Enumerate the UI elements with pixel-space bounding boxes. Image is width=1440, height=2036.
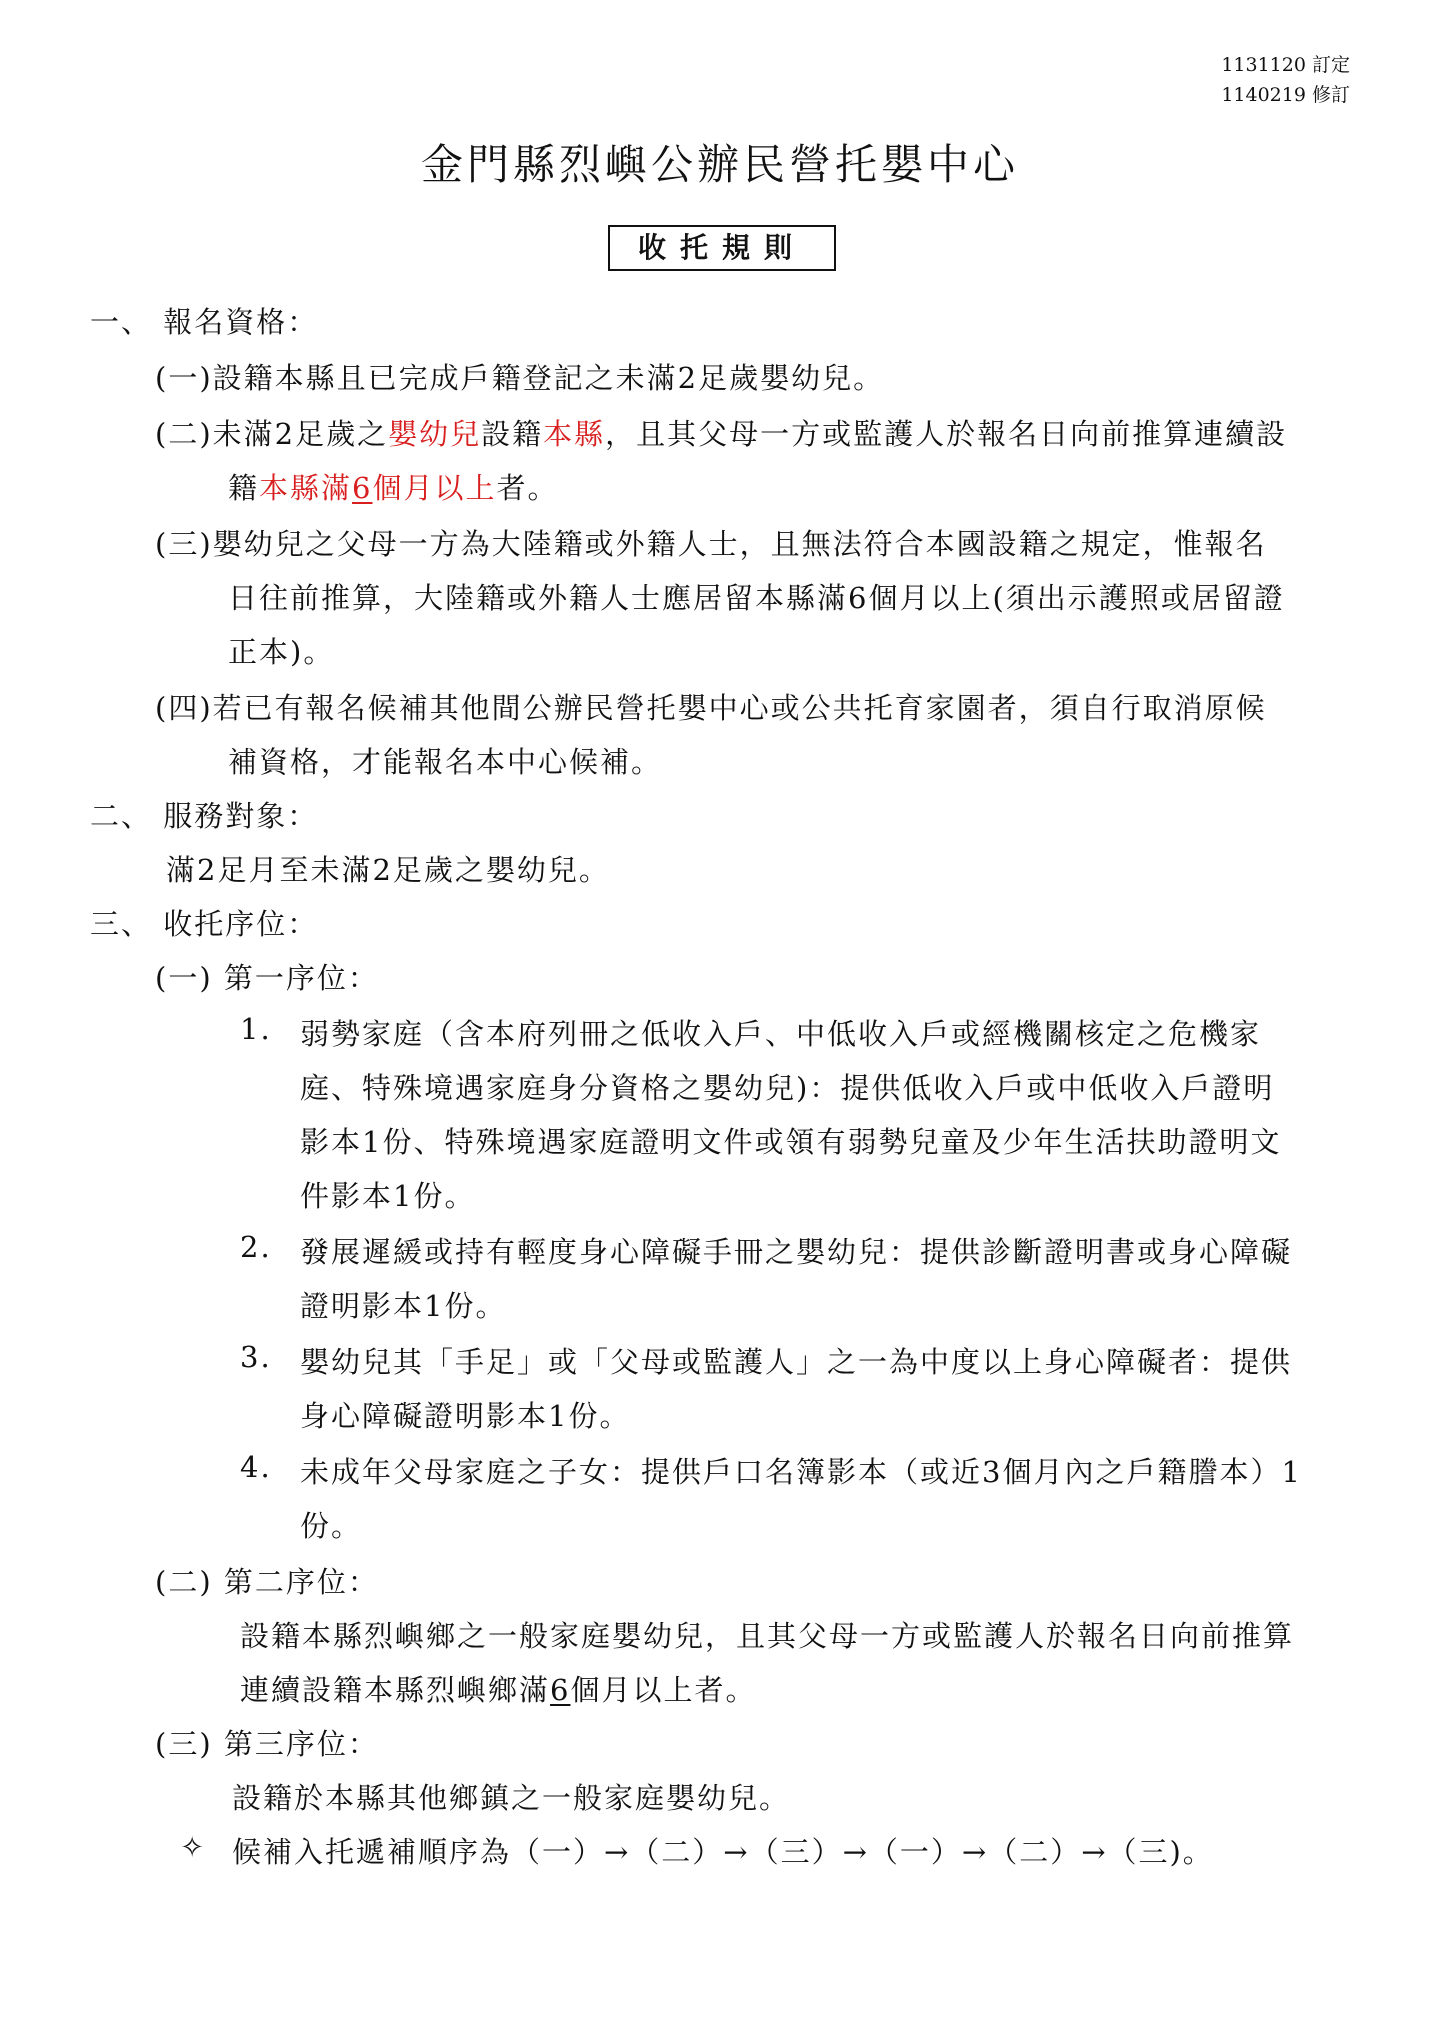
third-priority-heading: (三) 第三序位： <box>155 1727 379 1761</box>
first-item1-line: 影本1份、特殊境遇家庭證明文件或領有弱勢兒童及少年生活扶助證明文 <box>300 1125 1282 1159</box>
third-priority-body: 設籍於本縣其他鄉鎮之一般家庭嬰幼兒。 <box>232 1781 791 1815</box>
highlight-infant: 嬰幼兒 <box>388 417 482 451</box>
first-item4-line: 份。 <box>300 1509 363 1543</box>
text-segment: 籍 <box>228 471 260 505</box>
first-item1-line: 件影本1份。 <box>300 1179 476 1213</box>
text-segment: (二)未滿2足歲之 <box>155 417 389 451</box>
section1-heading: 一、 報名資格： <box>90 305 319 339</box>
first-item-number: 3. <box>240 1340 272 1374</box>
section3-heading: 三、 收托序位： <box>90 907 319 941</box>
first-item-number: 4. <box>240 1450 272 1484</box>
text-segment: 設籍 <box>481 417 544 451</box>
section1-item4-line2: 補資格，才能報名本中心候補。 <box>228 745 663 779</box>
first-item1-line: 庭、特殊境遇家庭身分資格之嬰幼兒)：提供低收入戶或中低收入戶證明 <box>300 1071 1275 1105</box>
text-segment: 者。 <box>496 471 559 505</box>
section1-item3-line2: 日往前推算，大陸籍或外籍人士應居留本縣滿6個月以上(須出示護照或居留證 <box>228 581 1285 615</box>
section2-heading: 二、 服務對象： <box>90 799 319 833</box>
first-item3-line: 嬰幼兒其「手足」或「父母或監護人」之一為中度以上身心障礙者：提供 <box>300 1345 1293 1379</box>
section1-item4-line1: (四)若已有報名候補其他間公辦民營托嬰中心或公共托育家園者，須自行取消原候 <box>155 691 1267 725</box>
first-priority-heading: (一) 第一序位： <box>155 961 379 995</box>
first-item-number: 1. <box>240 1012 272 1046</box>
text-segment: ，且其父母一方或監護人於報名日向前推算連續設 <box>605 417 1288 451</box>
first-item2-line: 發展遲緩或持有輕度身心障礙手冊之嬰幼兒：提供診斷證明書或身心障礙 <box>300 1235 1293 1269</box>
diamond-icon: ✧ <box>180 1830 207 1864</box>
text-segment: 個月以上者。 <box>570 1673 757 1707</box>
document-title: 金門縣烈嶼公辦民營托嬰中心 <box>420 140 1019 189</box>
revision-date-amended: 1140219 修訂 <box>1221 84 1350 106</box>
first-item3-line: 身心障礙證明影本1份。 <box>300 1399 631 1433</box>
underlined-six: 6 <box>550 1673 571 1707</box>
text-segment: 連續設籍本縣烈嶼鄉滿 <box>240 1673 551 1707</box>
section1-item3-line3: 正本)。 <box>228 635 335 669</box>
highlight-county-full: 本縣滿 <box>259 471 353 505</box>
section1-item1: (一)設籍本縣且已完成戶籍登記之未滿2足歲嬰幼兒。 <box>155 361 885 395</box>
first-item4-line: 未成年父母家庭之子女：提供戶口名簿影本（或近3個月內之戶籍謄本）1 <box>300 1455 1302 1489</box>
first-item1-line: 弱勢家庭（含本府列冊之低收入戶、中低收入戶或經機關核定之危機家 <box>300 1017 1262 1051</box>
section1-item3-line1: (三)嬰幼兒之父母一方為大陸籍或外籍人士，且無法符合本國設籍之規定，惟報名 <box>155 527 1267 561</box>
section2-body: 滿2足月至未滿2足歲之嬰幼兒。 <box>166 853 610 887</box>
section1-item2-line1 <box>155 412 1287 453</box>
first-item2-line: 證明影本1份。 <box>300 1289 507 1323</box>
revision-date-established: 1131120 訂定 <box>1221 54 1350 76</box>
second-priority-line1: 設籍本縣烈嶼鄉之一般家庭嬰幼兒，且其父母一方或監護人於報名日向前推算 <box>240 1619 1295 1653</box>
document-subtitle: 收托規則 <box>608 225 836 271</box>
second-priority-line2 <box>240 1668 756 1709</box>
first-item-number: 2. <box>240 1230 272 1264</box>
highlight-six: 6 <box>352 471 373 505</box>
section1-item2-line2 <box>228 466 559 507</box>
second-priority-heading: (二) 第二序位： <box>155 1565 379 1599</box>
highlight-months: 個月以上 <box>372 471 497 505</box>
waitlist-order-note: 候補入托遞補順序為（一）→（二）→（三）→（一）→（二）→（三)。 <box>232 1835 1214 1869</box>
highlight-county: 本縣 <box>543 417 606 451</box>
